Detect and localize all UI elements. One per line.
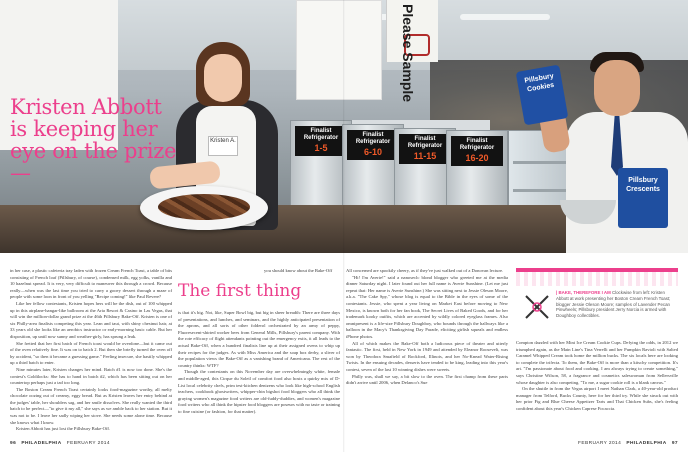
fridge-shelf [513,189,567,192]
photo-caption [516,268,678,330]
paragraph: Like her fellow contestants, Kristen hopes hers will be the dish, out of 100 whipped up in this airplane-hangar-like ballroom at the Aria Resort & Casino in Las Vegas, that will win the million-dollar grand prize at the 46th Pillsbury Bake-Off. Kristen is one of six Philly-area finalists competing this year. Lean and taut, with shiny chestnut hair, at 33 years old she looks like an aerobics instructor or early-morning basic cable. But her disposition, up until now sunny and weather-girly, has sprung a leak. [10,300,172,339]
fridge-label-text: Finalist Refrigerator [459,138,495,151]
issue-date: FEBRUARY 2014 [66,441,110,446]
fridge-range: 11-15 [413,151,437,161]
headline: Kristen Abbott is keeping her eye on the prize— [10,95,177,185]
paragraph: Nine minutes later, Kristen changes her mind. Batch #1 is now too done. She's the contest's Goldilocks: She has to hand in batch #2, which has been sitting out on her countertop perhaps just a tad too long. [10,366,172,386]
page-number: 96 [10,441,17,446]
magazine-name: PHILADELPHIA [21,441,62,446]
fridge-label-text: Finalist Refrigerator [355,132,391,145]
paragraph: Though the contestants on this November day are overwhelmingly white, female and middle-aged, this Cirque du Soleil of comfort food also hosts a quirky mix of D-List local celebrity chefs, prim test-kitchen denizens who look like high-school English teachers, cookbook ghostwriters, whipper-chin bigshot food bloggers who all think the graying women's magazine food writers are old-fuddy-duddies, and women's magazine food writers who all think the hipster food bloggers are poseurs with no taste or training to fine cuisine (or fashion, for that matter). [178,369,340,414]
caption-label: | BAKE, THEREFORE I AM [556,290,611,295]
banner [296,0,382,100]
paragraph: you should know about the Bake-Off [264,268,333,273]
paragraph: Philly was, shall we say, a bit slow to the oven. The first champ from these parts didn't arrive until 2006, when Delanco's Sue [346,373,508,386]
fridge-range: 6-10 [363,147,382,157]
fridge-shelf [513,161,567,164]
paragraph: "Hi! I'm Averie!" said a nanoseclc blond blogger who greeted me at the media dinner Saturday night. I later found out her full name is Averie Sunshine. (Let me just repeat that: Her name is Averie Sunshine.) She was sitting next to Jessie Oleson Moore, a.k.a. "The Cake Spy," whose blog is equal to the Bible in the eyes of some of the contestants. Jessie, who spent a year living on Market East before moving to New Mexico, is known both for her fan book, The Secret Lives of Baked Goods, and for her trademark kooky outfits, which are accented by wildly colored eyeglass frames. Also omnipresent is a life-size Pillsbury Doughboy, who bounds through the hallways like a balloon in the Macy's Thanksgiving Day Parade, eliciting girlish squeals and endless iPhone photos. [346,274,508,339]
section-lead [264,268,340,275]
fridge-label [399,134,451,164]
section-heading: The first thing [178,281,302,301]
sample-sign: Please Sample [400,4,416,103]
magazine-name: PHILADELPHIA [626,441,667,446]
column-3 [346,268,508,387]
fridge-label [295,126,347,156]
paragraph: Kristen Abbott has just lost the Pillsbury Bake-Off. [16,426,111,432]
french-toast [158,194,250,220]
caption-text [556,290,674,319]
column-4 [516,340,678,413]
page-number: 97 [671,441,678,446]
fridge-label-text: Finalist Refrigerator [303,128,339,141]
column-2 [178,310,340,416]
folio-left [10,441,110,446]
paragraph: is that it's big. Not, like, Super Bowl big, but big in sheer breadth: There are three days of presentations, and lunches, and seminars, and the highly anticipated presentation of the aprons, and all sorts of other folderol orchestrated by an army of peppy, Fluoresecent-shirted worker bees from General Mills, Pillsbury's parent company. With the rote efficacy of flight attendants pointing out the emergency exits, it all leads to the actual Bake-Off, when a hundred finalists line up at their assigned ovens to whip up their recipes for the judges. As with Miss America and the soap box derby, a sliver of the population views the Bake-Off as a vanishing brand of Americana. The rest of the country thinks: WTF? [178,310,340,368]
man-face [594,60,640,116]
woman-face [204,54,242,102]
fridge-label-text: Finalist Refrigerator [407,136,443,149]
caption-body: Clockwise from left: Kristen Abbott at work presenting her Boston Cream French Toast; blogger Jessie Oleson Moore; samples of Lavender Pecan Pinwheels; Pillsbury president Jerry Norcia is armed with Doughboy collectibles. [556,290,671,319]
product-package: Pillsbury Cookies [516,65,569,126]
column-1 [10,268,172,433]
paragraph: The Boston Cream French Toast certainly looks food-magazine worthy, all melty chocolate oozing out of creamy, eggy bread. But as Kristen leaves her entry behind at the judges' table, her shoulders sag, and her smile dissolves. She really wanted the third batch to be perfect—"to give it my all," she says as we amble back to her station. But it was not to be. I leave her sadly wiping her stove. She needs some alone time. Because she knows what I know. [10,386,172,425]
product-package: Pillsbury Crescents [618,168,668,228]
fridge-range: 16-20 [465,153,489,163]
folio-right [578,441,678,446]
paragraph: All of which makes the Bake-Off both a ludicrous piece of theater and utterly fantastic. The first, held in New York in 1949 and attended by Eleanor Roosevelt, was won by Theodora Smafield of Rockford, Illinois, and her No-Knead Water-Rising Twists. In the ensuing decades, desserts have tended to be king, leading into this year's contest, seven of the last 10 winning dishes were sweets. [346,340,508,372]
whisk-icon [522,292,552,322]
paragraph: On the shuttle in from the Vegas airport I meet Nathan Clark, a 40-year-old product manager from Telford, Bucks County, here for her third try. While she struck out with her prior Fig and Blue Cheese Appetizer Tarts and Thai Chicken Subs, she's feeling confident about this year's Chicken Caprese Focaccia. [516,386,678,411]
fridge-label [347,130,399,160]
fridge-label [451,136,503,166]
paragraph: Compton dazzled with her Mini Ice Cream Cookie Cups. Defying the odds, in 2012 we triumphed again, as the Main Line's Tina Verrelli and her Pumpkin Ravioli with Salted Caramel Whipped Cream took home the million bucks. The six locals here are looking to complete the trifecta. To them, the Bake-Off is more than a kitschy competition. It's art. "I'm passionate about food and cooking. I am always trying to create something," says Christine Wilson, 58, a fragrance and cosmetics saleswoman from Sellersville whose daughter is also competing. "To me, a sugar cookie roll is a blank canvas." [516,340,678,385]
issue-date: FEBRUARY 2014 [578,441,622,446]
ceiling-light [460,14,550,20]
name-badge: Kristen A. [208,136,238,156]
paragraph: She fretted that her first batch of French toast would be overdone—but it came out of the oven relatively fine. It was on to batch 2. But then she briefly turned the oven off by accident, "so then it became a guessing game." Feeling insecure, she hastily whipped up a third batch to enter. [10,340,172,366]
caption-pattern [516,272,678,286]
fridge-range: 1-5 [314,143,328,153]
page-gutter [343,0,345,452]
paragraph: All concerned are spookily cheery, as if they've just walked out of a Donovan lecture. [346,268,504,273]
paragraph: in her case, a plastic cafeteria tray laden with frozen Cream French Toast, a table of bits consisting of French loaf (Pillsbury, of course), condensed milk, egg yolks, vanilla and 10 hazelnut spread. It is very, very difficult to maneuver this through a crowd. Because really—when was the last time you tried to carry a gooey dessert through a maze of people with some loon in front of you yelling "Recipe coming!" like Paul Revere? [10,268,172,300]
